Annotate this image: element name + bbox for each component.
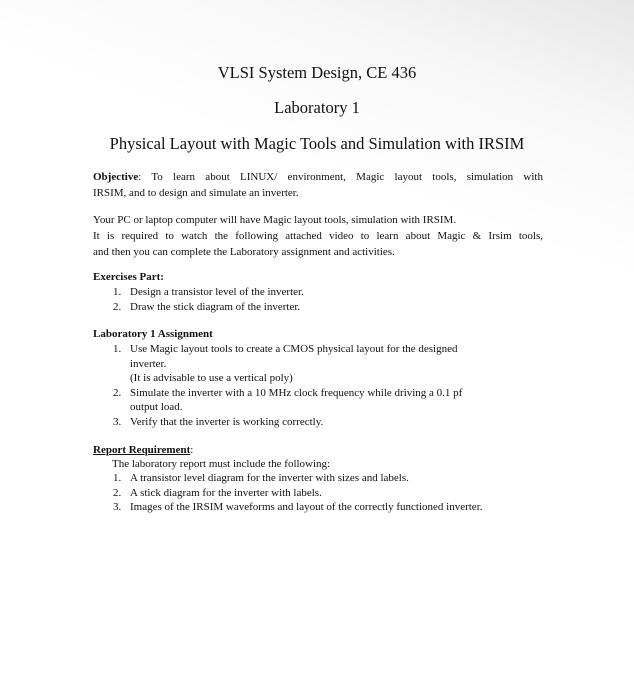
objective-line-2: IRSIM, and to design and simulate an inverter. xyxy=(93,187,299,199)
list-item xyxy=(93,342,533,386)
list-text-continued: output load. xyxy=(130,401,183,413)
exercises-heading: Exercises Part: xyxy=(93,271,164,283)
list-number: 2. xyxy=(113,386,122,399)
list-number: 3. xyxy=(113,501,122,513)
list-text: Use Magic layout tools to create a CMOS physical layout for the designed xyxy=(130,343,458,355)
list-item xyxy=(93,500,533,515)
lab-title: Laboratory 1 xyxy=(274,98,360,117)
list-text-note: (It is advisable to use a vertical poly) xyxy=(130,372,293,384)
assignment-list xyxy=(93,342,533,429)
report-list xyxy=(93,471,533,515)
list-text: A stick diagram for the inverter with labels. xyxy=(130,486,322,499)
list-item xyxy=(93,415,533,430)
list-text: Images of the IRSIM waveforms and layout of the correctly functioned inverter. xyxy=(130,501,483,513)
intro-paragraph xyxy=(93,212,543,260)
list-text: Simulate the inverter with a 10 MHz clock frequency while driving a 0.1 pf xyxy=(130,386,463,399)
list-item xyxy=(93,285,533,300)
intro-line-3: and then you can complete the Laboratory assignment and activities. xyxy=(93,246,395,258)
assignment-heading: Laboratory 1 Assignment xyxy=(93,328,213,340)
objective-line-1 xyxy=(93,169,543,185)
objective-paragraph xyxy=(93,169,543,201)
exercises-list xyxy=(93,285,533,314)
report-heading: Report Requirement xyxy=(93,444,191,456)
list-item xyxy=(93,486,533,501)
list-text-continued: inverter. xyxy=(130,357,167,370)
list-text: A transistor level diagram for the inverter with sizes and labels. xyxy=(130,472,409,484)
list-number: 3. xyxy=(113,415,122,428)
report-intro: The laboratory report must include the following: xyxy=(112,458,331,470)
list-text: Verify that the inverter is working correctly. xyxy=(130,415,324,428)
course-title: VLSI System Design, CE 436 xyxy=(217,63,417,82)
list-number: 2. xyxy=(113,486,122,499)
intro-line-1: Your PC or laptop computer will have Magic layout tools, simulation with IRSIM. xyxy=(93,214,457,226)
list-text: Design a transistor level of the inverter. xyxy=(130,286,304,298)
lab-subtitle: Physical Layout with Magic Tools and Simulation with IRSIM xyxy=(109,134,525,153)
report-heading-line xyxy=(93,443,193,458)
list-number: 1. xyxy=(113,343,122,355)
list-text: Draw the stick diagram of the inverter. xyxy=(130,300,301,313)
list-item xyxy=(93,300,533,315)
objective-label: Objective xyxy=(93,171,139,183)
objective-text-1: : To learn about LINUX/ environment, Magic layout tools, simulation with xyxy=(138,171,543,183)
list-number: 2. xyxy=(113,300,122,313)
list-number: 1. xyxy=(113,472,122,484)
list-item xyxy=(93,386,533,415)
report-heading-colon: : xyxy=(190,444,194,456)
list-number: 1. xyxy=(113,286,122,298)
intro-line-2: It is required to watch the following attached video to learn about Magic & Irsim tools, xyxy=(93,230,543,242)
list-item xyxy=(93,471,533,486)
